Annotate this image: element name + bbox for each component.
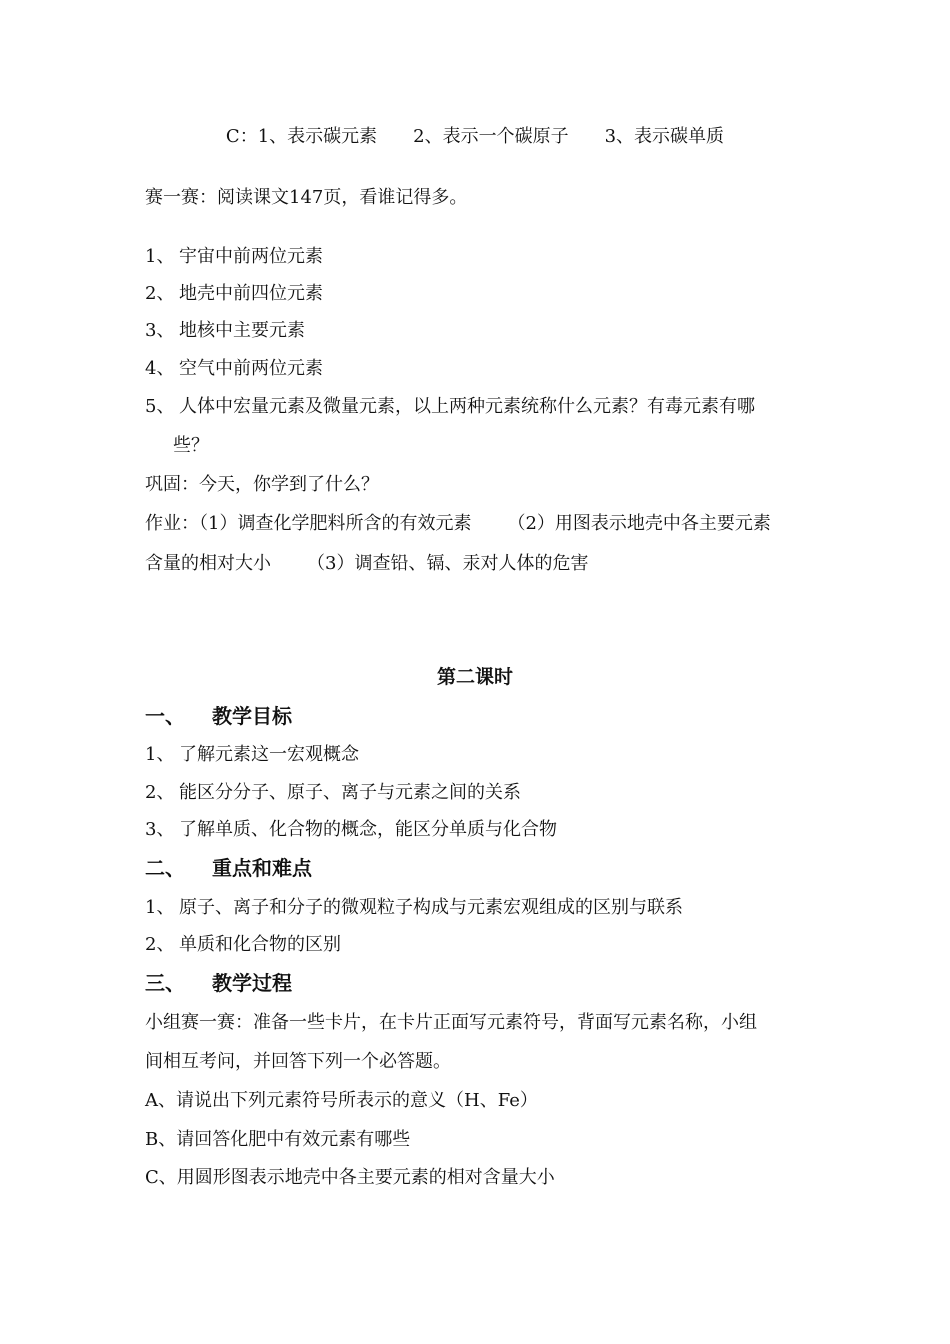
keypoint-item-1: 1、 原子、离子和分子的微观粒子构成与元素宏观组成的区别与联系: [145, 897, 683, 918]
question-c: C、用圆形图表示地壳中各主要元素的相对含量大小: [145, 1167, 555, 1188]
section-2-heading: 二、 重点和难点: [145, 856, 312, 880]
race-item-1: 1、 宇宙中前两位元素: [145, 246, 323, 267]
meaning-3: 3、表示碳单质: [604, 126, 725, 147]
lesson-title: 第二课时: [436, 666, 513, 688]
objective-item-3: 3、 了解单质、化合物的概念，能区分单质与化合物: [145, 819, 557, 840]
homework-line-1: 作业：（1）调查化学肥料所含的有效元素 （2）用图表示地壳中各主要元素: [145, 513, 771, 534]
section-3-heading: 三、 教学过程: [145, 971, 292, 995]
objective-item-2: 2、 能区分分子、原子、离子与元素之间的关系: [145, 782, 521, 803]
process-paragraph-line-2: 间相互考问，并回答下列一个必答题。: [145, 1051, 451, 1072]
homework-line-2: 含量的相对大小 （3）调查铅、镉、汞对人体的危害: [145, 553, 589, 574]
keypoint-item-2: 2、 单质和化合物的区别: [145, 934, 341, 955]
objective-item-1: 1、 了解元素这一宏观概念: [145, 744, 359, 765]
race-intro: 赛一赛：阅读课文147页，看谁记得多。: [145, 187, 468, 208]
meaning-1: C：1、表示碳元素: [225, 126, 378, 147]
race-item-5-continued: 些？: [173, 435, 209, 456]
race-item-3: 3、 地核中主要元素: [145, 320, 305, 341]
process-paragraph-line-1: 小组赛一赛：准备一些卡片，在卡片正面写元素符号，背面写元素名称，小组: [145, 1012, 757, 1033]
race-item-2: 2、 地壳中前四位元素: [145, 283, 323, 304]
top-line-meanings: [0, 124, 950, 150]
question-a: A、请说出下列元素符号所表示的意义（H、Fe）: [145, 1090, 538, 1111]
question-b: B、请回答化肥中有效元素有哪些: [145, 1129, 411, 1150]
meaning-2: 2、表示一个碳原子: [413, 126, 569, 147]
consolidate-line: 巩固：今天，你学到了什么？: [145, 474, 379, 495]
race-item-4: 4、 空气中前两位元素: [145, 358, 323, 379]
section-1-heading: 一、 教学目标: [145, 704, 292, 728]
race-item-5: 5、 人体中宏量元素及微量元素，以上两种元素统称什么元素？有毒元素有哪: [145, 396, 755, 417]
